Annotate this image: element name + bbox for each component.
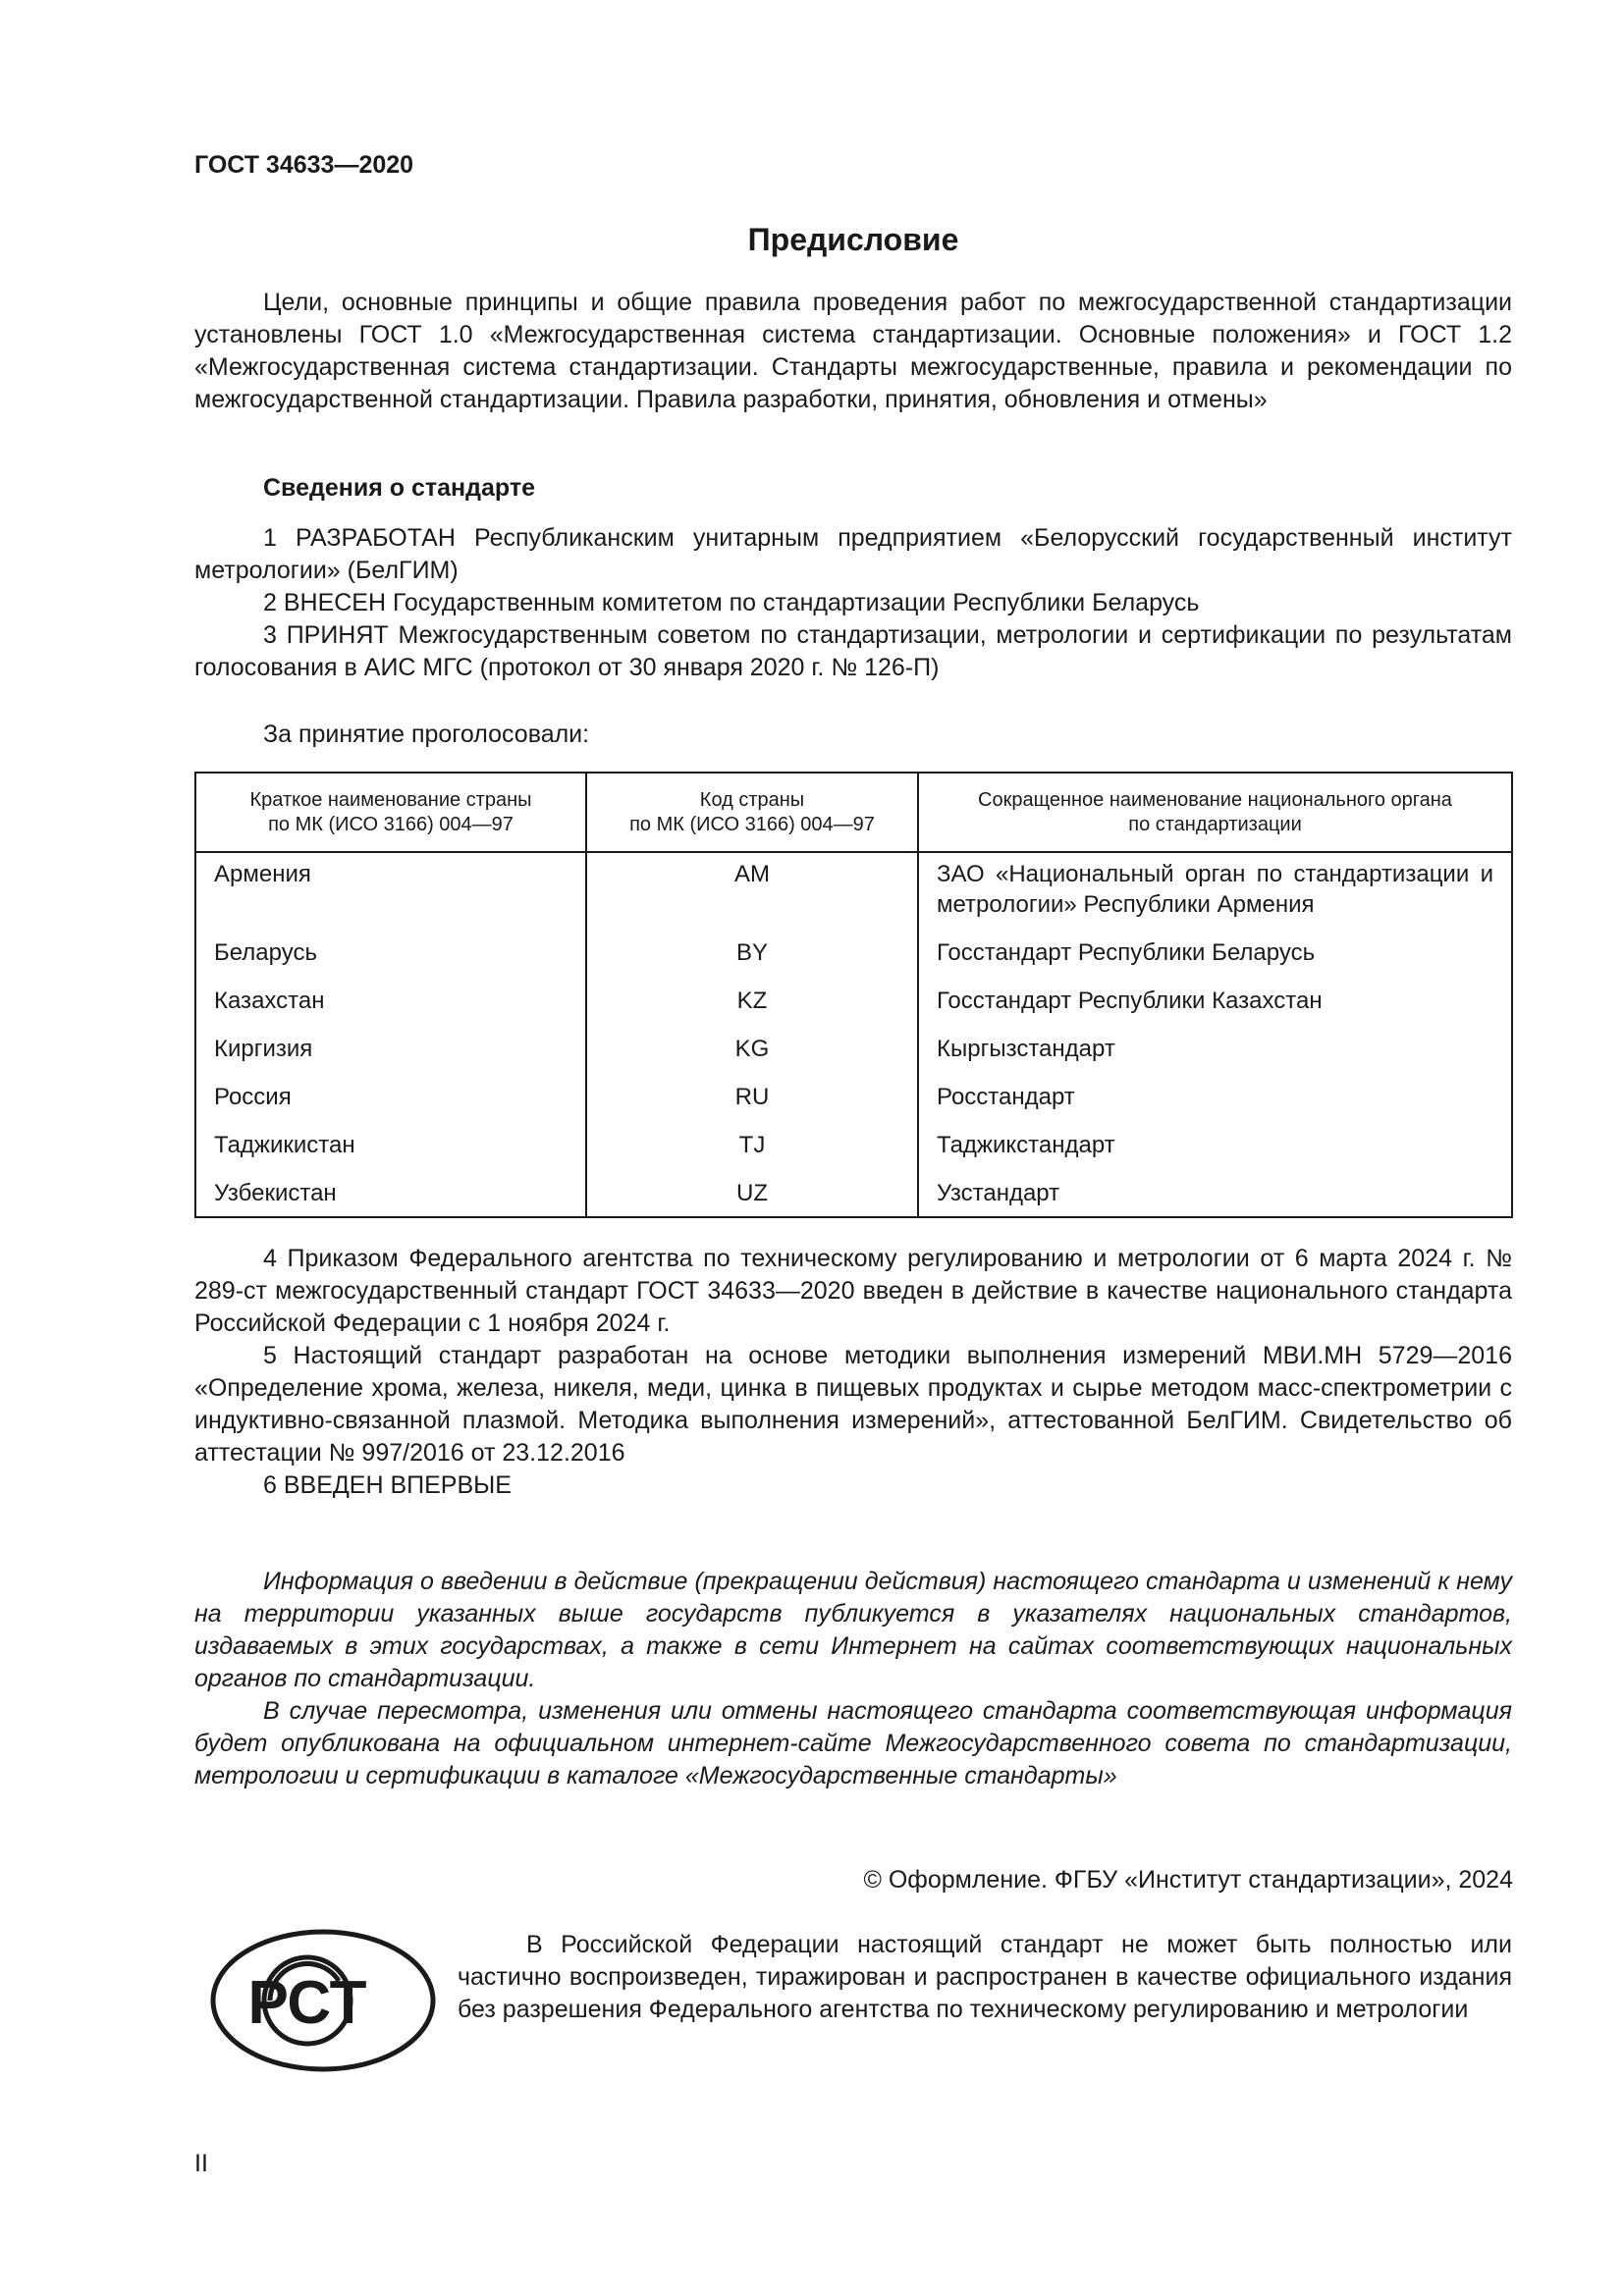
item-enacted: 4 Приказом Федерального агентства по техническому регулированию и метрологии от 6 марта 2024 г. № 289-ст межгосударственный стандарт ГОСТ 34633—2020 введен в действие в качестве национального стандарта Российской Федерации с 1 ноября 2024 г. — [194, 1245, 1512, 1337]
item-first-introduced: 6 ВВЕДЕН ВПЕРВЫЕ — [263, 1471, 512, 1499]
cell-body: Таджикстандарт — [918, 1124, 1512, 1172]
page-title: Предисловие — [747, 222, 959, 257]
cell-code: KG — [586, 1028, 918, 1076]
intro-paragraph: Цели, основные принципы и общие правила проведения работ по межгосударственной стандартизации установлены ГОСТ 1.0 «Межгосударственная система стандартизации. Основные положения» и ГОСТ 1.2 «Межгосударственная система стандартизации. Стандарты межгосударственные, правила и рекомендации по межгосударственной стандартизации. Правила разработки, принятия, обновления и отмены» — [194, 289, 1512, 413]
header-code-line2: по МК (ИСО 3166) 004—97 — [629, 813, 875, 835]
cell-body: Росстандарт — [918, 1076, 1512, 1124]
copyright: © Оформление. ФГБУ «Институт стандартизации», 2024 — [863, 1866, 1513, 1894]
info-revision: В случае пересмотра, изменения или отмены настоящего стандарта соответствующая информация будет опубликована на официальном интернет-сайте Межгосударственного совета по стандартизации, метрологии и сертификации в каталоге «Межгосударственные стандарты» — [194, 1697, 1512, 1789]
cell-code: RU — [586, 1076, 918, 1124]
section-title: Сведения о стандарте — [263, 474, 536, 502]
header-code-line1: Код страны — [699, 788, 805, 811]
item-basis: 5 Настоящий стандарт разработан на основе методики выполнения измерений МВИ.МН 5729—2016 «Определение хрома, железа, никеля, меди, цинка в пищевых продуктах и сырье методом масс-спектрометрии с индуктивно-связанной плазмой. Методика выполнения измерений», аттестованной БелГИМ. Свидетельство об аттестации № 997/2016 от 23.12.2016 — [194, 1342, 1512, 1467]
cell-code: TJ — [586, 1124, 918, 1172]
cell-country: Беларусь — [195, 932, 586, 980]
logo-text: РСТ — [247, 1969, 367, 2037]
header-body — [918, 773, 1512, 852]
cell-body: ЗАО «Национальный орган по стандартизации и метрологии» Республики Армения — [918, 852, 1512, 932]
document-code: ГОСТ 34633—2020 — [194, 151, 414, 179]
table-row — [195, 1028, 1512, 1076]
header-code — [586, 773, 918, 852]
rst-logo — [209, 1927, 437, 2074]
cell-body: Кыргызстандарт — [918, 1028, 1512, 1076]
header-body-line1: Сокращенное наименование национального органа — [978, 788, 1452, 811]
info-publication: Информация о введении в действие (прекращении действия) настоящего стандарта и изменений к нему на территории указанных выше государств публикуется в указателях национальных стандартов, издаваемых в этих государствах, а также в сети Интернет на сайтах соответствующих национальных органов по стандартизации. — [194, 1568, 1512, 1692]
vote-intro: За принятие проголосовали: — [263, 721, 590, 748]
header-country-line2: по МК (ИСО 3166) 004—97 — [268, 813, 514, 835]
cell-country: Армения — [195, 852, 586, 932]
table-row — [195, 1172, 1512, 1217]
header-country — [195, 773, 586, 852]
cell-body: Узстандарт — [918, 1172, 1512, 1217]
table-row — [195, 932, 1512, 980]
page-number: II — [194, 2150, 208, 2177]
cell-code: KZ — [586, 980, 918, 1028]
cell-country: Таджикистан — [195, 1124, 586, 1172]
cell-code: UZ — [586, 1172, 918, 1217]
cell-country: Россия — [195, 1076, 586, 1124]
cell-code: BY — [586, 932, 918, 980]
cell-body: Госстандарт Республики Казахстан — [918, 980, 1512, 1028]
cell-country: Киргизия — [195, 1028, 586, 1076]
table-row — [195, 1076, 1512, 1124]
table-row — [195, 1124, 1512, 1172]
restriction-notice: В Российской Федерации настоящий стандарт не может быть полностью или частично воспроизведен, тиражирован и распространен в качестве официального издания без разрешения Федерального агентства по техническому регулированию и метрологии — [458, 1931, 1512, 2023]
item-submitted: 2 ВНЕСЕН Государственным комитетом по стандартизации Республики Беларусь — [263, 589, 1200, 616]
table-row — [195, 980, 1512, 1028]
table-row — [195, 852, 1512, 932]
table-header-row — [195, 773, 1512, 852]
cell-country: Казахстан — [195, 980, 586, 1028]
cell-code: AM — [586, 852, 918, 932]
header-country-line1: Краткое наименование страны — [249, 788, 532, 811]
header-body-line2: по стандартизации — [1128, 813, 1302, 835]
vote-table — [194, 772, 1513, 1218]
item-adopted: 3 ПРИНЯТ Межгосударственным советом по стандартизации, метрологии и сертификации по результатам голосования в АИС МГС (протокол от 30 января 2020 г. № 126-П) — [194, 621, 1512, 681]
cell-country: Узбекистан — [195, 1172, 586, 1217]
item-developed: 1 РАЗРАБОТАН Республиканским унитарным предприятием «Белорусский государственный институт метрологии» (БелГИМ) — [194, 524, 1512, 584]
cell-body: Госстандарт Республики Беларусь — [918, 932, 1512, 980]
